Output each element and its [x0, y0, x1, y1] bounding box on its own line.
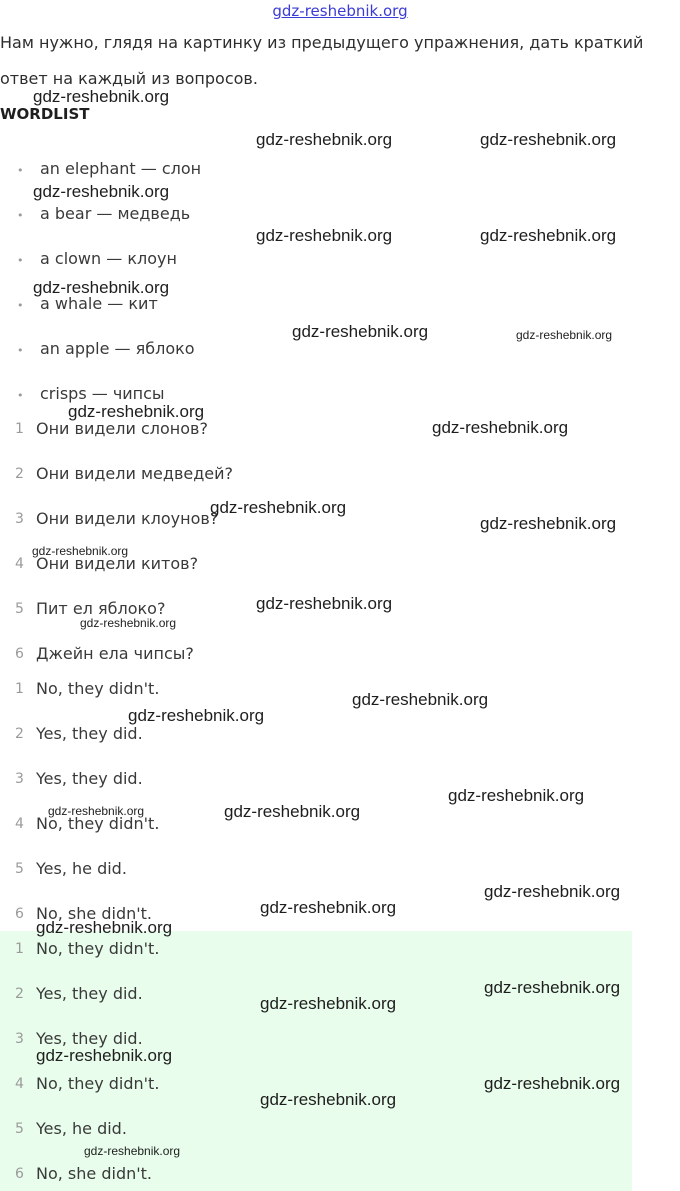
wordlist-item: a bear — медведь	[40, 204, 191, 223]
item-number: 1	[15, 941, 24, 957]
watermark: gdz-reshebnik.org	[80, 616, 177, 630]
bullet-icon: •	[17, 209, 24, 222]
watermark: gdz-reshebnik.org	[48, 804, 145, 818]
highlighted-answer-item: No, they didn't.	[36, 939, 160, 958]
watermark: gdz-reshebnik.org	[33, 278, 170, 297]
question-item: Они видели медведей?	[36, 464, 234, 483]
item-number: 5	[15, 1121, 24, 1137]
item-number: 3	[15, 771, 24, 787]
watermark: gdz-reshebnik.org	[480, 226, 617, 245]
watermark: gdz-reshebnik.org	[32, 544, 129, 558]
intro-line-2: ответ на каждый из вопросов.	[0, 69, 258, 88]
watermark: gdz-reshebnik.org	[432, 418, 569, 437]
wordlist-item: an elephant — слон	[40, 159, 202, 178]
answer-item: Yes, he did.	[36, 859, 127, 878]
highlighted-answer-item: Yes, they did.	[36, 1029, 143, 1048]
highlighted-answer-item: Yes, he did.	[36, 1119, 127, 1138]
watermark: gdz-reshebnik.org	[448, 786, 585, 805]
item-number: 5	[15, 601, 24, 617]
watermark: gdz-reshebnik.org	[36, 1046, 173, 1065]
watermark: gdz-reshebnik.org	[260, 1090, 397, 1109]
wordlist-heading: WORDLIST	[0, 105, 90, 123]
watermark: gdz-reshebnik.org	[84, 1144, 181, 1158]
item-number: 1	[15, 681, 24, 697]
watermark: gdz-reshebnik.org	[128, 706, 265, 725]
watermark: gdz-reshebnik.org	[33, 87, 170, 106]
answer-item: No, they didn't.	[36, 679, 160, 698]
question-item: Они видели слонов?	[36, 419, 208, 438]
item-number: 4	[15, 1076, 24, 1092]
site-link[interactable]: gdz-reshebnik.org	[272, 2, 408, 20]
question-item: Они видели клоунов?	[36, 509, 219, 528]
item-number: 2	[15, 466, 24, 482]
watermark: gdz-reshebnik.org	[33, 182, 170, 201]
item-number: 3	[15, 511, 24, 527]
item-number: 1	[15, 421, 24, 437]
watermark: gdz-reshebnik.org	[480, 130, 617, 149]
watermark: gdz-reshebnik.org	[352, 690, 489, 709]
item-number: 2	[15, 726, 24, 742]
item-number: 6	[15, 1166, 24, 1182]
item-number: 6	[15, 906, 24, 922]
highlighted-answer-item: No, she didn't.	[36, 1164, 152, 1183]
item-number: 5	[15, 861, 24, 877]
watermark: gdz-reshebnik.org	[256, 594, 393, 613]
bullet-icon: •	[17, 254, 24, 267]
watermark: gdz-reshebnik.org	[484, 978, 621, 997]
watermark: gdz-reshebnik.org	[484, 1074, 621, 1093]
question-item: Они видели китов?	[36, 554, 199, 573]
watermark: gdz-reshebnik.org	[256, 226, 393, 245]
answer-item: No, she didn't.	[36, 904, 152, 923]
wordlist-item: a whale — кит	[40, 294, 158, 313]
bullet-icon: •	[17, 344, 24, 357]
wordlist-item: an apple — яблоко	[40, 339, 195, 358]
answer-item: No, they didn't.	[36, 814, 160, 833]
watermark: gdz-reshebnik.org	[210, 498, 347, 517]
question-item: Пит ел яблоко?	[36, 599, 166, 618]
watermark: gdz-reshebnik.org	[68, 402, 205, 421]
bullet-icon: •	[17, 164, 24, 177]
highlighted-answer-item: Yes, they did.	[36, 984, 143, 1003]
watermark: gdz-reshebnik.org	[224, 802, 361, 821]
item-number: 3	[15, 1031, 24, 1047]
watermark: gdz-reshebnik.org	[292, 322, 429, 341]
highlighted-answer-item: No, they didn't.	[36, 1074, 160, 1093]
watermark: gdz-reshebnik.org	[484, 882, 621, 901]
item-number: 2	[15, 986, 24, 1002]
watermark: gdz-reshebnik.org	[260, 898, 397, 917]
item-number: 6	[15, 646, 24, 662]
watermark: gdz-reshebnik.org	[260, 994, 397, 1013]
wordlist-item: crisps — чипсы	[40, 384, 165, 403]
watermark: gdz-reshebnik.org	[480, 514, 617, 533]
watermark: gdz-reshebnik.org	[256, 130, 393, 149]
question-item: Джейн ела чипсы?	[36, 644, 194, 663]
bullet-icon: •	[17, 299, 24, 312]
bullet-icon: •	[17, 389, 24, 402]
answer-item: Yes, they did.	[36, 724, 143, 743]
answer-item: Yes, they did.	[36, 769, 143, 788]
intro-line-1: Нам нужно, глядя на картинку из предыдущего упражнения, дать краткий	[0, 33, 644, 52]
wordlist-item: a clown — клоун	[40, 249, 177, 268]
item-number: 4	[15, 816, 24, 832]
item-number: 4	[15, 556, 24, 572]
watermark: gdz-reshebnik.org	[516, 328, 613, 342]
watermark: gdz-reshebnik.org	[36, 918, 173, 937]
